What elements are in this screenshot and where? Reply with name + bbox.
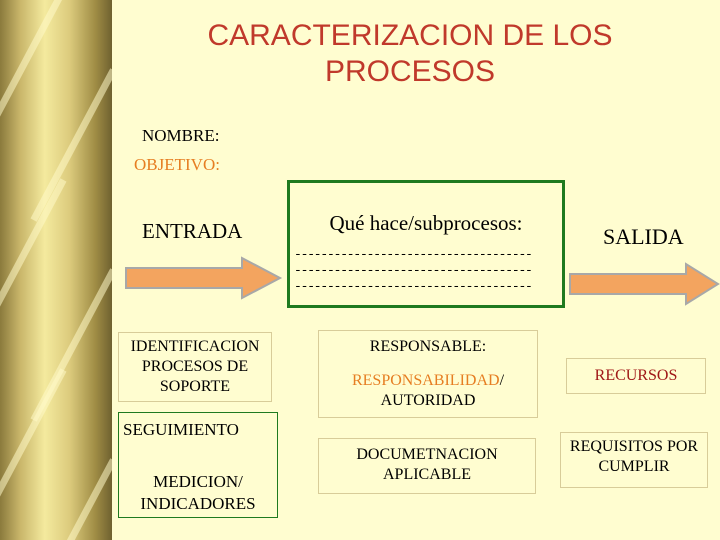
slide-title: CARACTERIZACION DE LOS PROCESOS (207, 19, 613, 88)
subprocesos-box (287, 180, 565, 308)
salida-label: SALIDA (603, 224, 684, 249)
documentacion-label: DOCUMETNACION APLICABLE (356, 446, 498, 483)
dash-line: ------------------------------------ (294, 263, 532, 278)
nombre-label: NOMBRE: (142, 126, 220, 145)
responsable-box (318, 330, 538, 418)
entrada-arrow-icon (124, 256, 284, 300)
responsabilidad-text (319, 371, 537, 411)
salida-arrow-icon (568, 262, 720, 306)
recursos-box (566, 358, 706, 394)
objetivo-label: OBJETIVO: (134, 155, 220, 174)
que-hace-label: Qué hace/subprocesos: (329, 211, 523, 235)
requisitos-label: REQUISITOS POR CUMPLIR (569, 438, 699, 475)
autoridad-label: / AUTORIDAD (380, 372, 505, 409)
recursos-label: RECURSOS (594, 367, 678, 384)
dash-line: ------------------------------------ (294, 279, 532, 294)
identificacion-box (118, 332, 272, 402)
seguimiento-box (118, 412, 278, 518)
seguimiento-label: SEGUIMIENTO (123, 420, 239, 439)
entrada-label: ENTRADA (142, 219, 243, 243)
documentacion-box (318, 438, 536, 494)
medicion-label: MEDICION/ INDICADORES (140, 472, 256, 513)
dash-line: ------------------------------------ (294, 247, 532, 262)
identificacion-label: IDENTIFICACION PROCESOS DE SOPORTE (130, 338, 260, 395)
requisitos-box (560, 432, 708, 488)
responsable-label: RESPONSABLE: (369, 338, 487, 355)
responsabilidad-label: RESPONSABILIDAD (351, 372, 500, 389)
